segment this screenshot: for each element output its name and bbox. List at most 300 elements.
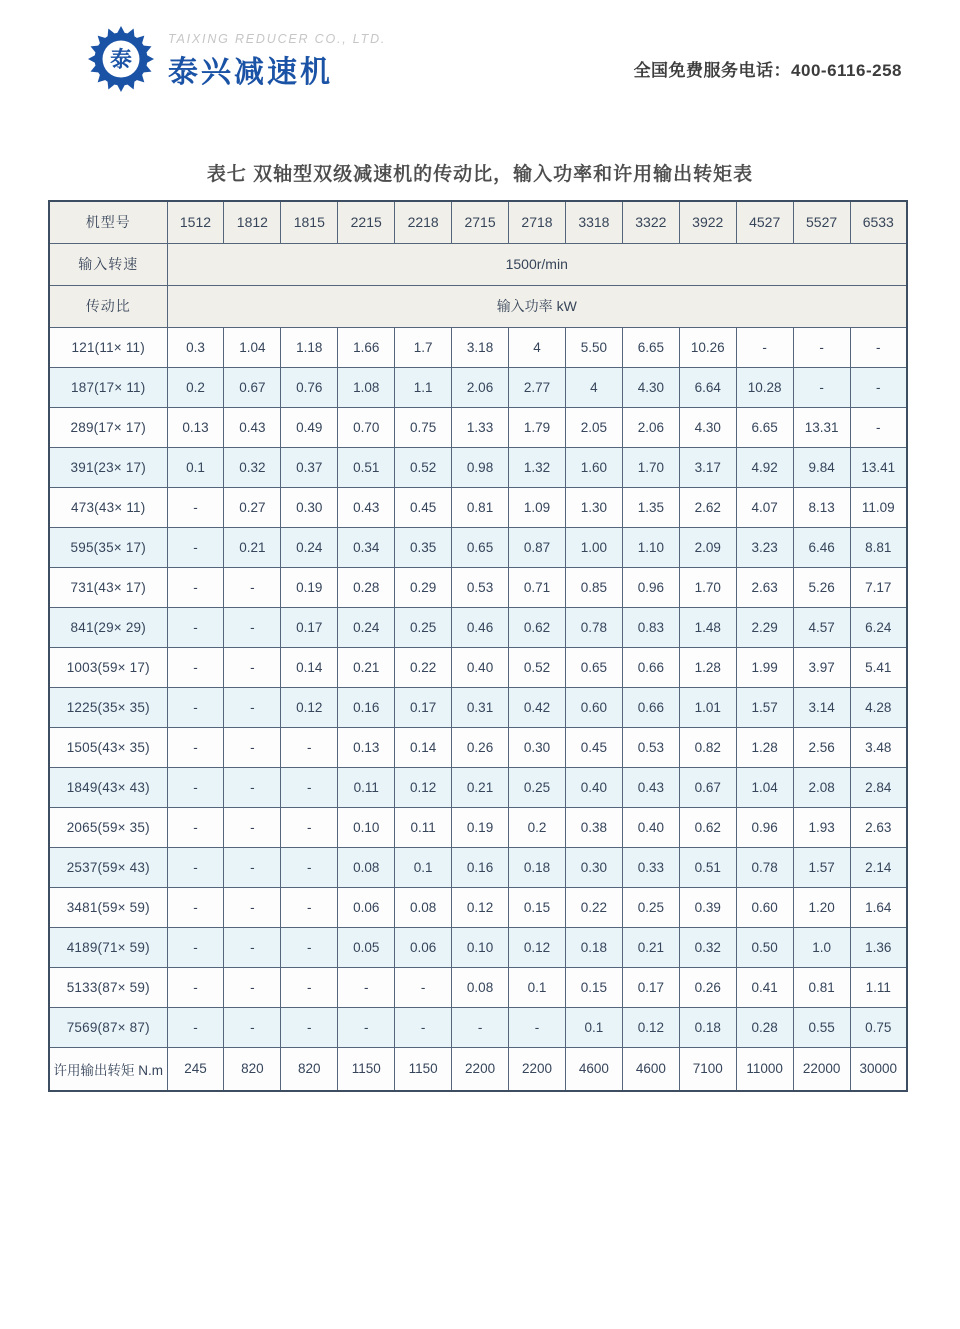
power-value-cell: 4.30 xyxy=(622,367,679,407)
power-value-cell: 0.29 xyxy=(395,567,452,607)
power-value-cell: 6.65 xyxy=(622,327,679,367)
power-value-cell: 13.31 xyxy=(793,407,850,447)
ratio-cell: 1505(43× 35) xyxy=(49,727,167,767)
power-value-cell: 0.14 xyxy=(395,727,452,767)
power-value-cell: 0.66 xyxy=(622,647,679,687)
power-value-cell: - xyxy=(281,1007,338,1047)
power-value-cell: 0.76 xyxy=(281,367,338,407)
torque-value-cell: 2200 xyxy=(452,1047,509,1091)
ratio-cell: 731(43× 17) xyxy=(49,567,167,607)
power-value-cell: 0.19 xyxy=(452,807,509,847)
power-value-cell: - xyxy=(167,847,224,887)
power-value-cell: 1.70 xyxy=(679,567,736,607)
power-value-cell: 6.65 xyxy=(736,407,793,447)
power-value-cell: - xyxy=(224,767,281,807)
power-value-cell: 2.06 xyxy=(622,407,679,447)
power-value-cell: 2.06 xyxy=(452,367,509,407)
power-value-cell: - xyxy=(167,927,224,967)
power-value-cell: 0.21 xyxy=(224,527,281,567)
torque-value-cell: 4600 xyxy=(565,1047,622,1091)
model-header-cell: 6533 xyxy=(850,201,907,243)
power-value-cell: - xyxy=(281,887,338,927)
power-value-cell: 0.27 xyxy=(224,487,281,527)
model-header-cell: 3322 xyxy=(622,201,679,243)
table-row xyxy=(49,767,907,807)
power-value-cell: 0.21 xyxy=(622,927,679,967)
brand-text xyxy=(168,26,386,91)
model-header-cell: 1815 xyxy=(281,201,338,243)
power-value-cell: 6.46 xyxy=(793,527,850,567)
table-row xyxy=(49,567,907,607)
ratio-cell: 7569(87× 87) xyxy=(49,1007,167,1047)
ratio-power-header-row xyxy=(49,285,907,327)
power-value-cell: 2.14 xyxy=(850,847,907,887)
power-value-cell: - xyxy=(850,407,907,447)
power-value-cell: 0.43 xyxy=(622,767,679,807)
power-value-cell: 0.35 xyxy=(395,527,452,567)
power-value-cell: 6.24 xyxy=(850,607,907,647)
power-value-cell: 1.28 xyxy=(679,647,736,687)
model-header-cell: 1812 xyxy=(224,201,281,243)
model-header-cell: 5527 xyxy=(793,201,850,243)
power-value-cell: - xyxy=(167,1007,224,1047)
power-value-cell: 0.08 xyxy=(395,887,452,927)
power-value-cell: 0.1 xyxy=(565,1007,622,1047)
power-value-cell: 0.22 xyxy=(565,887,622,927)
power-value-cell: 0.12 xyxy=(452,887,509,927)
power-value-cell: 1.11 xyxy=(850,967,907,1007)
power-value-cell: 0.1 xyxy=(167,447,224,487)
ratio-cell: 2065(59× 35) xyxy=(49,807,167,847)
power-value-cell: 6.64 xyxy=(679,367,736,407)
torque-value-cell: 820 xyxy=(281,1047,338,1091)
power-value-cell: 10.28 xyxy=(736,367,793,407)
power-value-cell: 0.18 xyxy=(509,847,566,887)
power-value-cell: - xyxy=(167,607,224,647)
power-value-cell: 0.10 xyxy=(338,807,395,847)
power-value-cell: 2.08 xyxy=(793,767,850,807)
power-value-cell: 4.28 xyxy=(850,687,907,727)
table-row xyxy=(49,527,907,567)
spec-table-body xyxy=(49,327,907,1091)
power-value-cell: 2.77 xyxy=(509,367,566,407)
power-value-cell: 0.30 xyxy=(281,487,338,527)
power-value-cell: - xyxy=(224,847,281,887)
power-value-cell: 1.36 xyxy=(850,927,907,967)
power-value-cell: 0.19 xyxy=(281,567,338,607)
power-value-cell: 0.37 xyxy=(281,447,338,487)
model-header-cell: 2715 xyxy=(452,201,509,243)
ratio-cell: 5133(87× 59) xyxy=(49,967,167,1007)
table-row xyxy=(49,487,907,527)
power-value-cell: - xyxy=(395,967,452,1007)
power-value-cell: 0.46 xyxy=(452,607,509,647)
power-value-cell: 0.66 xyxy=(622,687,679,727)
torque-label-cell: 许用输出转矩 N.m xyxy=(49,1047,167,1091)
power-value-cell: 2.63 xyxy=(736,567,793,607)
power-value-cell: - xyxy=(167,767,224,807)
power-value-cell: 2.05 xyxy=(565,407,622,447)
power-value-cell: 0.17 xyxy=(281,607,338,647)
table-row xyxy=(49,887,907,927)
power-value-cell: 1.01 xyxy=(679,687,736,727)
model-header-cell: 3922 xyxy=(679,201,736,243)
power-value-cell: 0.43 xyxy=(338,487,395,527)
table-row xyxy=(49,967,907,1007)
power-value-cell: 0.06 xyxy=(395,927,452,967)
power-value-cell: 1.04 xyxy=(224,327,281,367)
power-value-cell: 0.15 xyxy=(565,967,622,1007)
power-value-cell: - xyxy=(509,1007,566,1047)
ratio-cell: 3481(59× 59) xyxy=(49,887,167,927)
power-value-cell: 1.28 xyxy=(736,727,793,767)
power-value-cell: 5.50 xyxy=(565,327,622,367)
power-value-cell: 0.05 xyxy=(338,927,395,967)
power-value-cell: 0.26 xyxy=(452,727,509,767)
power-value-cell: 0.83 xyxy=(622,607,679,647)
power-value-cell: 0.40 xyxy=(565,767,622,807)
table-row xyxy=(49,367,907,407)
table-row xyxy=(49,447,907,487)
power-value-cell: 0.06 xyxy=(338,887,395,927)
power-value-cell: 0.21 xyxy=(338,647,395,687)
table-row xyxy=(49,927,907,967)
power-value-cell: 2.56 xyxy=(793,727,850,767)
power-value-cell: 0.45 xyxy=(565,727,622,767)
power-value-cell: 0.1 xyxy=(509,967,566,1007)
power-value-cell: 0.11 xyxy=(338,767,395,807)
power-value-cell: 0.70 xyxy=(338,407,395,447)
power-value-cell: 0.18 xyxy=(679,1007,736,1047)
power-value-cell: 0.14 xyxy=(281,647,338,687)
ratio-cell: 1003(59× 17) xyxy=(49,647,167,687)
power-value-cell: 1.33 xyxy=(452,407,509,447)
input-speed-label: 输入转速 xyxy=(49,243,167,285)
power-value-cell: - xyxy=(793,367,850,407)
power-value-cell: - xyxy=(167,807,224,847)
table-row xyxy=(49,327,907,367)
power-value-cell: 0.81 xyxy=(452,487,509,527)
input-speed-value: 1500r/min xyxy=(167,243,907,285)
power-value-cell: - xyxy=(338,1007,395,1047)
torque-value-cell: 11000 xyxy=(736,1047,793,1091)
model-header-cell: 2718 xyxy=(509,201,566,243)
ratio-cell: 4189(71× 59) xyxy=(49,927,167,967)
power-value-cell: 0.38 xyxy=(565,807,622,847)
model-header-cell: 2215 xyxy=(338,201,395,243)
power-value-cell: 4.30 xyxy=(679,407,736,447)
power-value-cell: 0.30 xyxy=(565,847,622,887)
power-value-cell: 4 xyxy=(565,367,622,407)
power-value-cell: 4 xyxy=(509,327,566,367)
power-value-cell: - xyxy=(850,327,907,367)
power-value-cell: 0.52 xyxy=(395,447,452,487)
power-value-cell: 0.25 xyxy=(395,607,452,647)
power-value-cell: 0.53 xyxy=(622,727,679,767)
power-value-cell: 0.3 xyxy=(167,327,224,367)
power-value-cell: 0.67 xyxy=(679,767,736,807)
power-value-cell: - xyxy=(281,847,338,887)
power-value-cell: - xyxy=(224,687,281,727)
power-value-cell: 3.14 xyxy=(793,687,850,727)
power-value-cell: 3.23 xyxy=(736,527,793,567)
power-value-cell: - xyxy=(224,927,281,967)
power-value-cell: 0.53 xyxy=(452,567,509,607)
power-value-cell: 1.79 xyxy=(509,407,566,447)
ratio-cell: 841(29× 29) xyxy=(49,607,167,647)
power-value-cell: 0.32 xyxy=(224,447,281,487)
power-value-cell: 0.67 xyxy=(224,367,281,407)
power-value-cell: 1.57 xyxy=(736,687,793,727)
power-value-cell: 0.98 xyxy=(452,447,509,487)
torque-value-cell: 22000 xyxy=(793,1047,850,1091)
power-value-cell: - xyxy=(736,327,793,367)
power-value-cell: - xyxy=(281,807,338,847)
power-value-cell: 0.16 xyxy=(338,687,395,727)
power-value-cell: 0.34 xyxy=(338,527,395,567)
power-value-cell: 0.39 xyxy=(679,887,736,927)
power-value-cell: 0.40 xyxy=(452,647,509,687)
input-speed-row xyxy=(49,243,907,285)
power-value-cell: - xyxy=(281,767,338,807)
power-value-cell: 0.22 xyxy=(395,647,452,687)
power-value-cell: - xyxy=(167,967,224,1007)
power-value-cell: 0.81 xyxy=(793,967,850,1007)
power-value-cell: 0.24 xyxy=(338,607,395,647)
power-value-cell: 1.1 xyxy=(395,367,452,407)
power-value-cell: 0.12 xyxy=(281,687,338,727)
power-value-cell: - xyxy=(224,607,281,647)
power-value-cell: - xyxy=(224,1007,281,1047)
power-value-cell: - xyxy=(167,487,224,527)
power-value-cell: 0.65 xyxy=(452,527,509,567)
company-name-cn: 泰兴减速机 xyxy=(168,56,333,89)
power-value-cell: 1.48 xyxy=(679,607,736,647)
power-value-cell: 9.84 xyxy=(793,447,850,487)
power-value-cell: 2.62 xyxy=(679,487,736,527)
power-value-cell: - xyxy=(224,647,281,687)
gear-logo-icon xyxy=(88,26,154,92)
power-value-cell: 0.75 xyxy=(850,1007,907,1047)
power-value-cell: 0.43 xyxy=(224,407,281,447)
power-value-cell: - xyxy=(281,967,338,1007)
power-value-cell: 0.62 xyxy=(509,607,566,647)
company-name-en: TAIXING REDUCER CO., LTD. xyxy=(168,32,387,46)
power-value-cell: 0.1 xyxy=(395,847,452,887)
power-value-cell: 0.10 xyxy=(452,927,509,967)
power-value-cell: 8.81 xyxy=(850,527,907,567)
table-row xyxy=(49,1007,907,1047)
torque-value-cell: 245 xyxy=(167,1047,224,1091)
power-value-cell: - xyxy=(850,367,907,407)
table-row xyxy=(49,687,907,727)
page-header xyxy=(88,26,902,92)
power-value-cell: 5.41 xyxy=(850,647,907,687)
ratio-label: 传动比 xyxy=(49,285,167,327)
power-value-cell: 3.97 xyxy=(793,647,850,687)
power-value-cell: 2.84 xyxy=(850,767,907,807)
power-value-cell: 1.70 xyxy=(622,447,679,487)
power-value-cell: 0.26 xyxy=(679,967,736,1007)
logo-glyph-text: 泰 xyxy=(110,46,132,72)
power-value-cell: 0.28 xyxy=(736,1007,793,1047)
power-value-cell: - xyxy=(452,1007,509,1047)
power-value-cell: 0.71 xyxy=(509,567,566,607)
power-value-cell: 0.12 xyxy=(622,1007,679,1047)
power-value-cell: 1.60 xyxy=(565,447,622,487)
torque-value-cell: 820 xyxy=(224,1047,281,1091)
power-value-cell: - xyxy=(224,807,281,847)
power-value-cell: 0.78 xyxy=(565,607,622,647)
power-value-cell: 0.32 xyxy=(679,927,736,967)
power-header: 输入功率 kW xyxy=(167,285,907,327)
power-value-cell: 1.32 xyxy=(509,447,566,487)
power-value-cell: 0.87 xyxy=(509,527,566,567)
power-value-cell: 0.12 xyxy=(509,927,566,967)
table-row xyxy=(49,807,907,847)
power-value-cell: 0.65 xyxy=(565,647,622,687)
power-value-cell: - xyxy=(167,887,224,927)
power-value-cell: 1.30 xyxy=(565,487,622,527)
power-value-cell: - xyxy=(167,527,224,567)
reducer-spec-table xyxy=(48,200,908,1092)
table-row xyxy=(49,407,907,447)
model-header-cell: 1512 xyxy=(167,201,224,243)
power-value-cell: 0.25 xyxy=(509,767,566,807)
model-header-cell: 2218 xyxy=(395,201,452,243)
power-value-cell: 0.15 xyxy=(509,887,566,927)
power-value-cell: 0.82 xyxy=(679,727,736,767)
power-value-cell: 1.18 xyxy=(281,327,338,367)
power-value-cell: 0.55 xyxy=(793,1007,850,1047)
table-row xyxy=(49,847,907,887)
power-value-cell: 3.48 xyxy=(850,727,907,767)
power-value-cell: 0.75 xyxy=(395,407,452,447)
power-value-cell: 0.50 xyxy=(736,927,793,967)
power-value-cell: 8.13 xyxy=(793,487,850,527)
power-value-cell: 4.92 xyxy=(736,447,793,487)
power-value-cell: 0.85 xyxy=(565,567,622,607)
power-value-cell: - xyxy=(224,727,281,767)
table-row xyxy=(49,607,907,647)
ratio-cell: 121(11× 11) xyxy=(49,327,167,367)
power-value-cell: - xyxy=(167,567,224,607)
model-header-row xyxy=(49,201,907,243)
power-value-cell: 1.57 xyxy=(793,847,850,887)
power-value-cell: 0.18 xyxy=(565,927,622,967)
brand xyxy=(88,26,386,92)
service-hotline: 全国免费服务电话：400-6116-258 xyxy=(633,61,902,80)
power-value-cell: 1.64 xyxy=(850,887,907,927)
torque-row xyxy=(49,1047,907,1091)
power-value-cell: 0.96 xyxy=(736,807,793,847)
power-value-cell: - xyxy=(167,687,224,727)
table-row xyxy=(49,647,907,687)
model-header-cell: 4527 xyxy=(736,201,793,243)
power-value-cell: 3.18 xyxy=(452,327,509,367)
power-value-cell: 11.09 xyxy=(850,487,907,527)
power-value-cell: 0.51 xyxy=(338,447,395,487)
power-value-cell: 0.17 xyxy=(622,967,679,1007)
power-value-cell: - xyxy=(224,967,281,1007)
power-value-cell: - xyxy=(281,727,338,767)
power-value-cell: 1.66 xyxy=(338,327,395,367)
power-value-cell: 0.25 xyxy=(622,887,679,927)
spec-table-head xyxy=(49,201,907,327)
power-value-cell: 1.10 xyxy=(622,527,679,567)
power-value-cell: 2.09 xyxy=(679,527,736,567)
power-value-cell: 0.16 xyxy=(452,847,509,887)
power-value-cell: 0.78 xyxy=(736,847,793,887)
power-value-cell: - xyxy=(167,647,224,687)
power-value-cell: 1.35 xyxy=(622,487,679,527)
power-value-cell: 4.07 xyxy=(736,487,793,527)
power-value-cell: - xyxy=(224,567,281,607)
power-value-cell: 0.21 xyxy=(452,767,509,807)
table-row xyxy=(49,727,907,767)
power-value-cell: 0.2 xyxy=(509,807,566,847)
model-header-cell: 3318 xyxy=(565,201,622,243)
power-value-cell: 1.0 xyxy=(793,927,850,967)
power-value-cell: 0.2 xyxy=(167,367,224,407)
power-value-cell: 1.09 xyxy=(509,487,566,527)
torque-value-cell: 1150 xyxy=(395,1047,452,1091)
power-value-cell: 0.62 xyxy=(679,807,736,847)
power-value-cell: 1.93 xyxy=(793,807,850,847)
power-value-cell: 1.7 xyxy=(395,327,452,367)
power-value-cell: - xyxy=(395,1007,452,1047)
power-value-cell: 0.11 xyxy=(395,807,452,847)
power-value-cell: 2.63 xyxy=(850,807,907,847)
power-value-cell: 2.29 xyxy=(736,607,793,647)
power-value-cell: 0.60 xyxy=(736,887,793,927)
power-value-cell: 0.41 xyxy=(736,967,793,1007)
power-value-cell: 0.12 xyxy=(395,767,452,807)
ratio-cell: 289(17× 17) xyxy=(49,407,167,447)
ratio-cell: 391(23× 17) xyxy=(49,447,167,487)
power-value-cell: 0.08 xyxy=(452,967,509,1007)
power-value-cell: 3.17 xyxy=(679,447,736,487)
power-value-cell: 0.24 xyxy=(281,527,338,567)
power-value-cell: 0.96 xyxy=(622,567,679,607)
corner-label: 机型号 xyxy=(49,201,167,243)
power-value-cell: 0.42 xyxy=(509,687,566,727)
ratio-cell: 187(17× 11) xyxy=(49,367,167,407)
table-title: 表七 双轴型双级减速机的传动比，输入功率和许用输出转矩表 xyxy=(206,164,754,185)
power-value-cell: 0.13 xyxy=(167,407,224,447)
ratio-cell: 2537(59× 43) xyxy=(49,847,167,887)
power-value-cell: 0.31 xyxy=(452,687,509,727)
power-value-cell: 10.26 xyxy=(679,327,736,367)
power-value-cell: 0.40 xyxy=(622,807,679,847)
power-value-cell: 1.00 xyxy=(565,527,622,567)
power-value-cell: 0.08 xyxy=(338,847,395,887)
power-value-cell: 0.60 xyxy=(565,687,622,727)
power-value-cell: 0.17 xyxy=(395,687,452,727)
power-value-cell: - xyxy=(793,327,850,367)
power-value-cell: - xyxy=(281,927,338,967)
ratio-cell: 1849(43× 43) xyxy=(49,767,167,807)
power-value-cell: - xyxy=(224,887,281,927)
power-value-cell: 13.41 xyxy=(850,447,907,487)
ratio-cell: 1225(35× 35) xyxy=(49,687,167,727)
torque-value-cell: 1150 xyxy=(338,1047,395,1091)
power-value-cell: 1.99 xyxy=(736,647,793,687)
power-value-cell: 0.52 xyxy=(509,647,566,687)
torque-value-cell: 7100 xyxy=(679,1047,736,1091)
power-value-cell: 0.45 xyxy=(395,487,452,527)
torque-value-cell: 30000 xyxy=(850,1047,907,1091)
